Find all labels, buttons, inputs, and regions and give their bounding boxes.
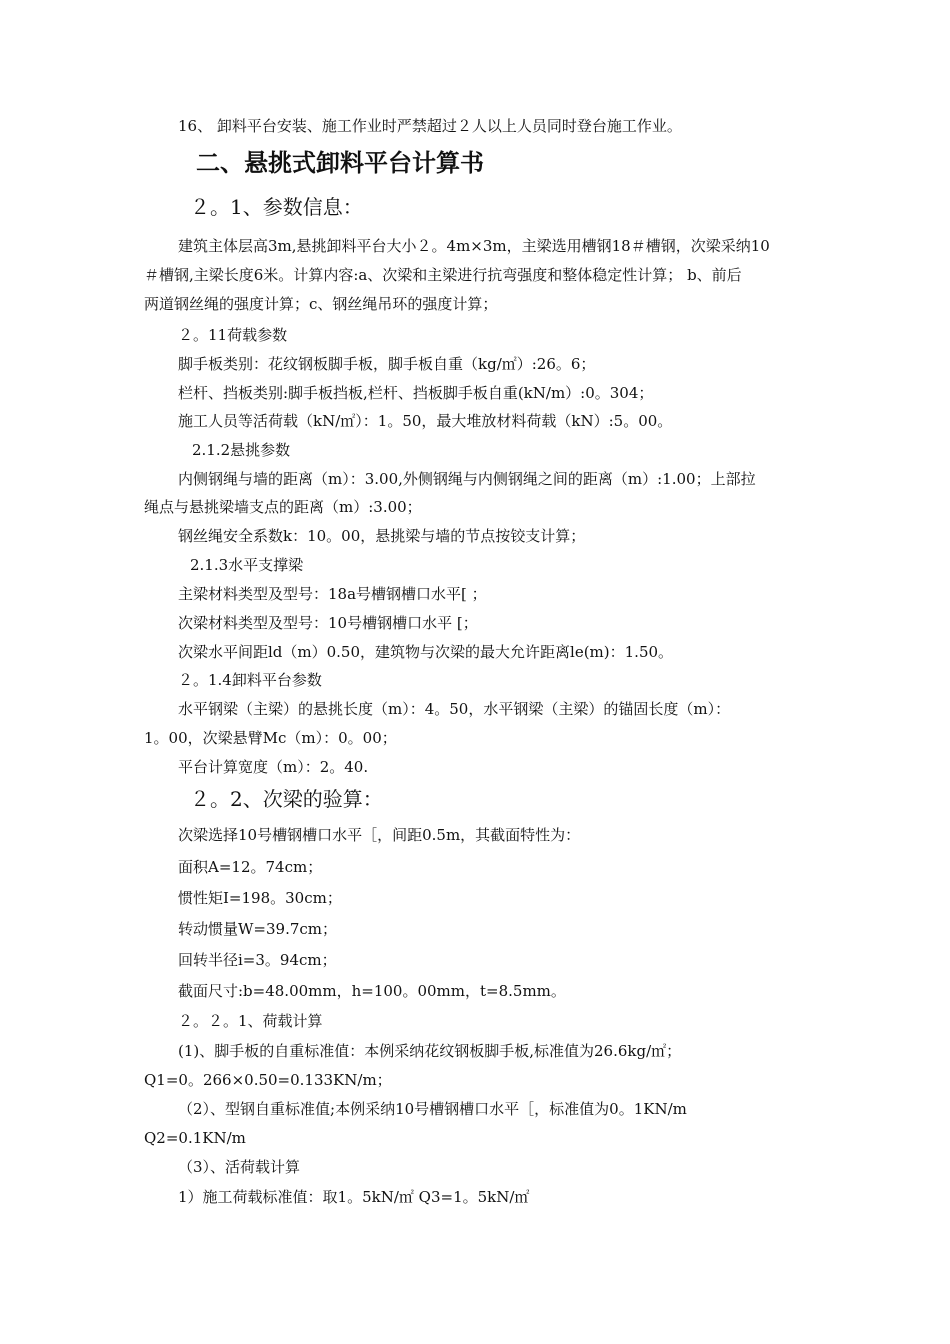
paragraph-line: 平台计算宽度（m）：2。40. — [178, 758, 369, 776]
subsection-heading-params: ２。1、参数信息： — [190, 195, 363, 219]
paragraph-line: 惯性矩I=198。30cm； — [178, 889, 342, 907]
paragraph-line: 截面尺寸:b=48.00mm，h=100。00mm，t=8.5mm。 — [178, 982, 566, 1000]
paragraph-line: 次梁材料类型及型号：10号槽钢槽口水平 [； — [178, 614, 478, 632]
paragraph-line: 面积A=12。74cm； — [178, 858, 323, 876]
paragraph-line: （3）、活荷载计算 — [178, 1158, 301, 1176]
formula-line: Q2=0.1KN/m — [144, 1129, 246, 1147]
item-16-line: 16、 卸料平台安装、施工作业时严禁超过２人以上人员同时登台施工作业。 — [178, 117, 682, 135]
heading-cantilever-params: 2.1.2悬挑参数 — [192, 441, 291, 459]
paragraph-line: 水平钢梁（主梁）的悬挑长度（m）：4。50，水平钢梁（主梁）的锚固长度（m）： — [178, 700, 731, 718]
paragraph-line: 主梁材料类型及型号：18a号槽钢槽口水平[ ； — [178, 585, 487, 603]
paragraph-line: 栏杆、挡板类别:脚手板挡板,栏杆、挡板脚手板自重(kN/m）:0。304； — [178, 384, 654, 402]
paragraph-line: 次梁选择10号槽钢槽口水平［，间距0.5m，其截面特性为： — [178, 826, 581, 844]
heading-load-params: ２。11荷载参数 — [178, 326, 288, 344]
paragraph-line: 转动惯量W=39.7cm； — [178, 920, 338, 938]
paragraph-line: (1)、脚手板的自重标准值：本例采纳花纹钢板脚手板,标准值为26.6kg/㎡； — [178, 1042, 682, 1060]
paragraph-line: 1。00，次梁悬臂Mc（m）：0。00； — [144, 729, 397, 747]
paragraph-line: 脚手板类别：花纹钢板脚手板，脚手板自重（kg/㎡）:26。6； — [178, 355, 596, 373]
paragraph-line: 两道钢丝绳的强度计算；c、钢丝绳吊环的强度计算； — [144, 295, 498, 313]
paragraph-line: 回转半径i=3。94cm； — [178, 951, 337, 969]
paragraph-line: 施工人员等活荷载（kN/㎡）：1。50，最大堆放材料荷载（kN）:5。00。 — [178, 412, 673, 430]
section-title: 二、悬挑式卸料平台计算书 — [196, 148, 484, 177]
paragraph-line: 钢丝绳安全系数k：10。00，悬挑梁与墙的节点按铰支计算； — [178, 527, 586, 545]
subsection-heading-secondary-beam: ２。2、次梁的验算： — [190, 787, 383, 811]
paragraph-line: 次梁水平间距ld（m）0.50，建筑物与次梁的最大允许距离le(m)：1.50。 — [178, 643, 674, 661]
paragraph-line: ＃槽钢,主梁长度6米。计算内容:a、次梁和主梁进行抗弯强度和整体稳定性计算； b、前后 — [144, 266, 742, 284]
heading-horizontal-beam: 2.1.3水平支撑梁 — [190, 556, 304, 574]
paragraph-line: 建筑主体层高3m,悬挑卸料平台大小２。4m×3m，主梁选用槽钢18＃槽钢，次梁采纳10 — [178, 237, 770, 255]
heading-platform-params: ２。1.4卸料平台参数 — [178, 671, 322, 689]
heading-load-calc: ２。２。1、荷载计算 — [178, 1012, 323, 1030]
paragraph-line: （2）、型钢自重标准值;本例采纳10号槽钢槽口水平［，标准值为0。1KN/m — [178, 1100, 687, 1118]
paragraph-line: 1）施工荷载标准值：取1。5kN/㎡ Q3=1。5kN/㎡ — [178, 1188, 530, 1206]
paragraph-line: 内侧钢绳与墙的距离（m）：3.00,外侧钢绳与内侧钢绳之间的距离（m）:1.00；上部拉 — [178, 470, 756, 488]
paragraph-line: 绳点与悬挑梁墙支点的距离（m）:3.00； — [144, 498, 422, 516]
formula-line: Q1=0。266×0.50=0.133KN/m； — [144, 1071, 392, 1089]
